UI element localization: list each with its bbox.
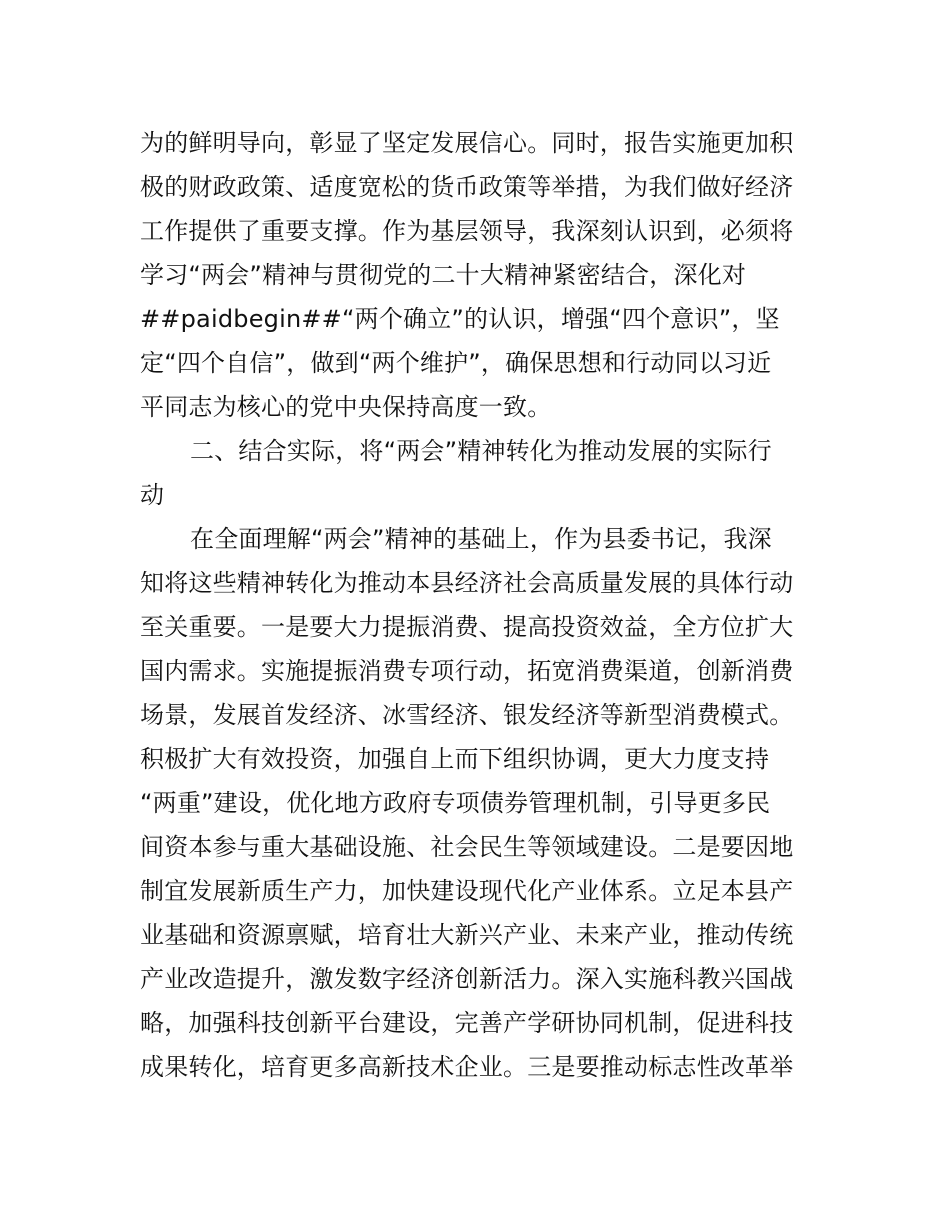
text-line: 国内需求。实施提振消费专项行动，拓宽消费渠道，创新消费 [140, 657, 794, 685]
paragraph-2 [140, 517, 815, 1089]
text-line: 场景，发展首发经济、冰雪经济、银发经济等新型消费模式。 [140, 701, 794, 729]
text-line: 产业改造提升，激发数字经济创新活力。深入实施科教兴国战 [140, 965, 794, 993]
text-line: 学习“两会”精神与贯彻党的二十大精神紧密结合，深化对 [140, 261, 747, 289]
paragraph-1 [140, 121, 815, 429]
text-line: 为的鲜明导向，彰显了坚定发展信心。同时，报告实施更加积 [140, 129, 794, 157]
section-heading [140, 429, 815, 517]
text-line: 业基础和资源禀赋，培育壮大新兴产业、未来产业，推动传统 [140, 921, 794, 949]
text-line: 在全面理解“两会”精神的基础上，作为县委书记，我深 [190, 525, 772, 553]
text-line: ##paidbegin##“两个确立”的认识，增强“四个意识”，坚 [140, 305, 780, 333]
text-line: 至关重要。一是要大力提振消费、提高投资效益，全方位扩大 [140, 613, 794, 641]
text-line: 定“四个自信”，做到“两个维护”，确保思想和行动同以习近 [140, 349, 772, 377]
text-line: 工作提供了重要支撑。作为基层领导，我深刻认识到，必须将 [140, 217, 794, 245]
text-line: 知将这些精神转化为推动本县经济社会高质量发展的具体行动 [140, 569, 794, 597]
heading-line: 二、结合实际，将“两会”精神转化为推动发展的实际行 [190, 437, 772, 465]
text-line: 极的财政政策、适度宽松的货币政策等举措，为我们做好经济 [140, 173, 794, 201]
text-line: 间资本参与重大基础设施、社会民生等领域建设。二是要因地 [140, 833, 794, 861]
text-line: “两重”建设，优化地方政府专项债券管理机制，引导更多民 [140, 789, 771, 817]
heading-line: 动 [140, 481, 165, 509]
text-line: 成果转化，培育更多高新技术企业。三是要推动标志性改革举 [140, 1053, 794, 1081]
text-line: 平同志为核心的党中央保持高度一致。 [140, 393, 552, 421]
text-line: 制宜发展新质生产力，加快建设现代化产业体系。立足本县产 [140, 877, 794, 905]
document-page [140, 121, 815, 1089]
text-line: 略，加强科技创新平台建设，完善产学研协同机制，促进科技 [140, 1009, 794, 1037]
text-line: 积极扩大有效投资，加强自上而下组织协调，更大力度支持 [140, 745, 770, 773]
